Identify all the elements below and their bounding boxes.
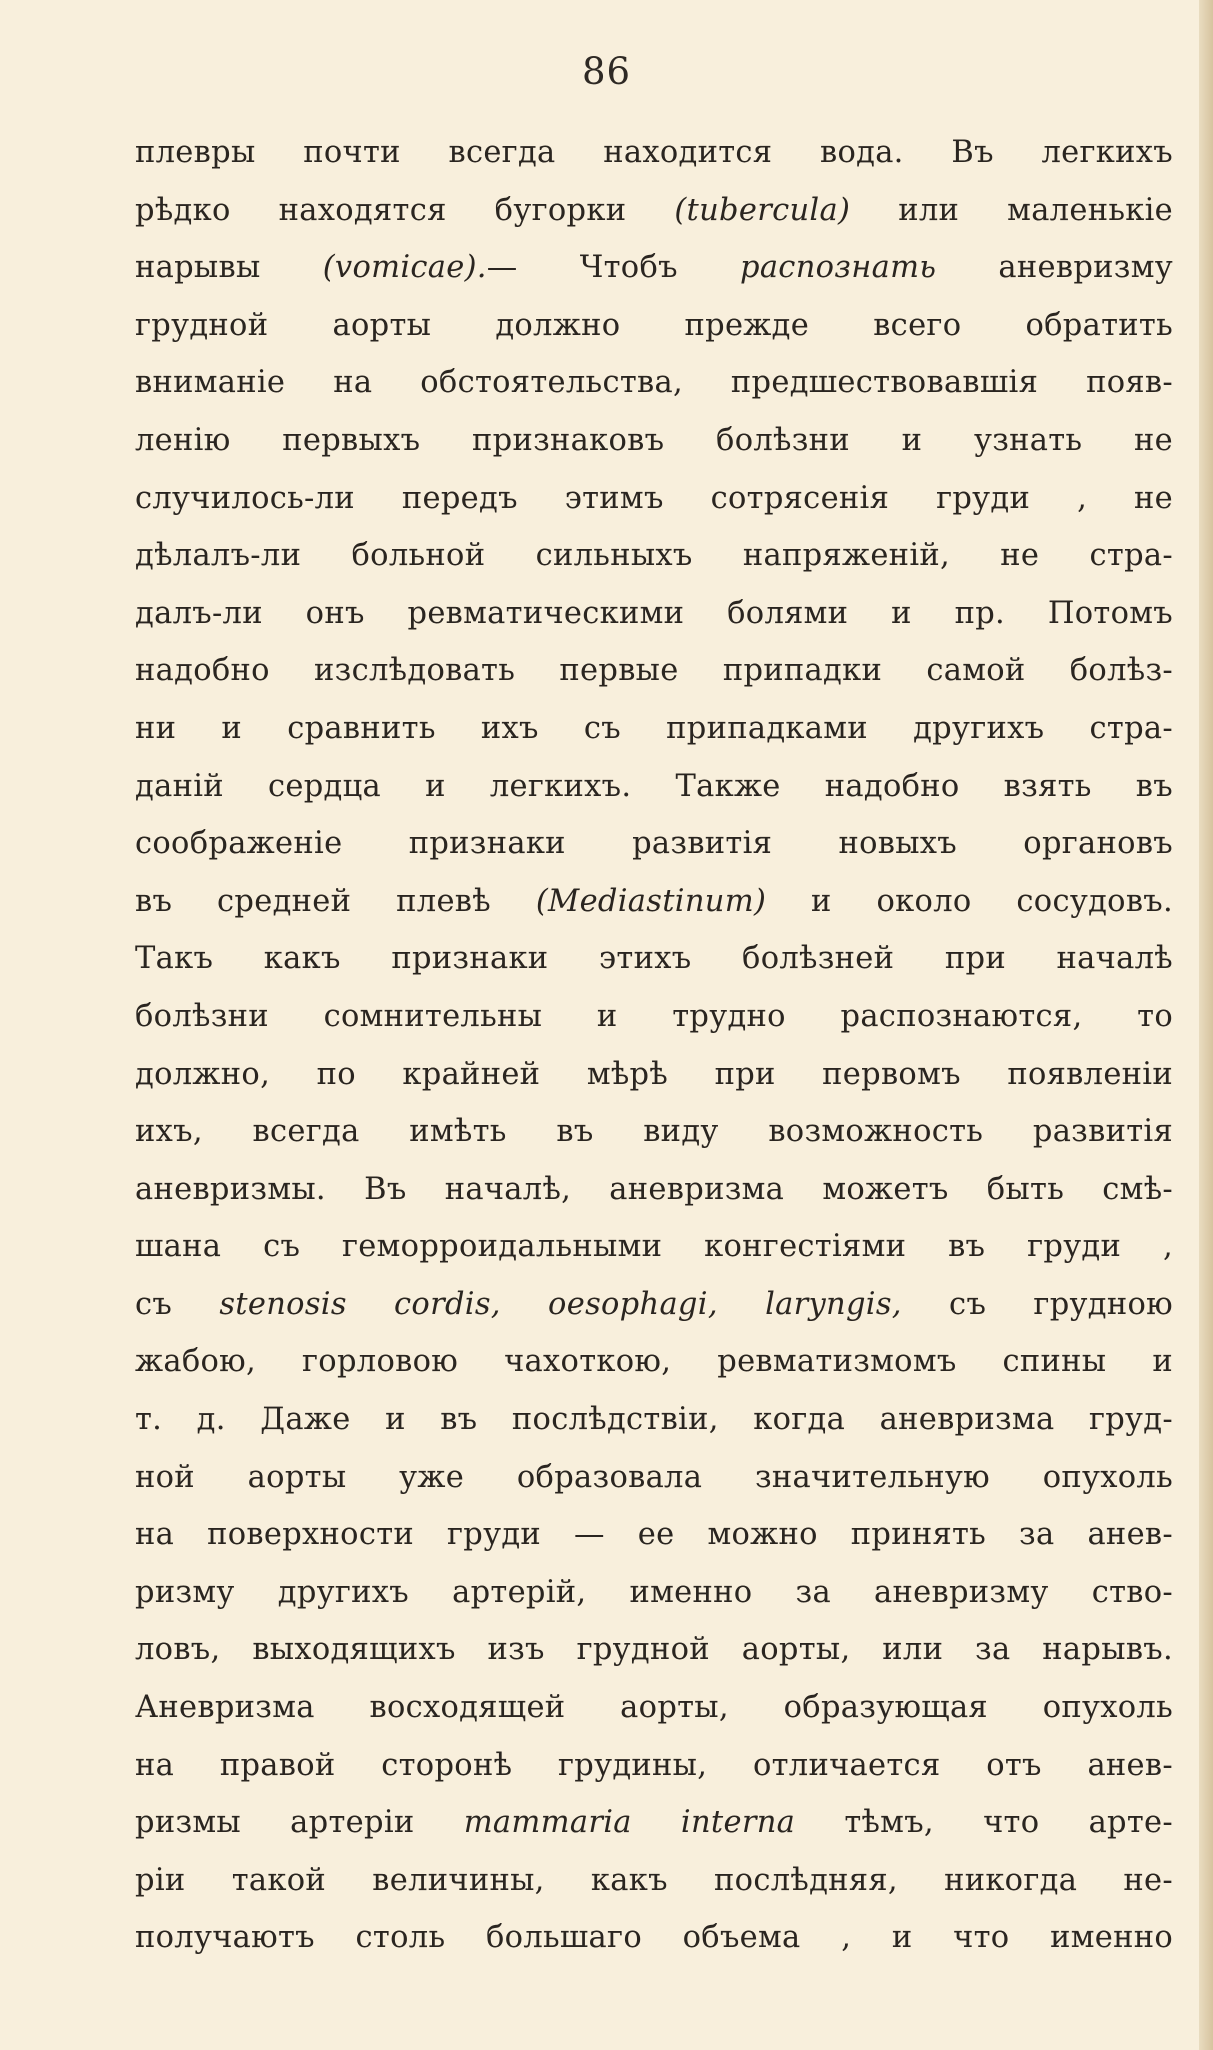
text-segment: ризму другихъ артерій, именно за аневризму ство- [135,1574,1173,1610]
text-segment: на поверхности груди — ее можно принять за анев- [135,1517,1173,1553]
text-segment: аневризмы. Въ началѣ, аневризма можетъ быть смѣ- [135,1171,1173,1207]
text-segment: т. д. Даже и въ послѣдствіи, когда аневризма груд- [135,1402,1173,1438]
italic-term: (vomicae). [322,250,487,286]
text-line [135,585,1173,643]
text-segment: или маленькіе [850,192,1173,228]
text-segment: плевры почти всегда находится вода. Въ легкихъ [135,135,1173,170]
text-line [135,470,1173,528]
text-line [135,700,1173,758]
text-line [135,354,1173,412]
text-line [135,930,1173,988]
text-line [135,1564,1173,1622]
text-line [135,873,1173,931]
text-line [135,758,1173,816]
italic-term: stenosis cordis, oesophagi, laryngis, [219,1286,902,1322]
text-segment: ленію первыхъ признаковъ болѣзни и узнать не [135,422,1173,458]
text-segment: рѣдко находятся бугорки [135,192,675,228]
text-line [135,124,1173,182]
text-line [135,1909,1173,1967]
text-segment: Такъ какъ признаки этихъ болѣзней при началѣ [135,941,1173,977]
text-segment: соображеніе признаки развитія новыхъ органовъ [135,826,1173,862]
text-line [135,1506,1173,1564]
italic-term: (tubercula) [674,192,851,228]
page-number: 86 [581,50,632,93]
text-segment: дѣлалъ-ли больной сильныхъ напряженій, не стра- [135,538,1173,574]
text-segment: ной аорты уже образовала значительную опухоль [135,1459,1173,1495]
text-line [135,642,1173,700]
text-line [135,1218,1173,1276]
text-line [135,1391,1173,1449]
text-segment: въ средней плевѣ [135,883,536,919]
text-segment: болѣзни сомнительны и трудно распознаются, то [135,998,1173,1034]
text-segment: на правой сторонѣ грудины, отличается отъ анев- [135,1747,1173,1783]
text-segment: нарывы [135,250,323,286]
text-line [135,1852,1173,1910]
text-segment: даній сердца и легкихъ. Также надобно взять въ [135,768,1173,804]
text-line [135,1794,1173,1852]
text-line [135,1737,1173,1795]
text-segment: и около сосудовъ. [766,883,1173,919]
text-segment: получаютъ столь большаго объема , и что именно [135,1920,1173,1956]
body-text [135,124,1173,1967]
text-segment: должно, по крайней мѣрѣ при первомъ появленіи [135,1056,1173,1092]
text-segment: съ грудною [901,1286,1173,1322]
text-segment: далъ-ли онъ ревматическими болями и пр. Потомъ [135,595,1173,631]
text-segment: ловъ, выходящихъ изъ грудной аорты, или за нарывъ. [135,1632,1173,1668]
text-line [135,1103,1173,1161]
text-line [135,1679,1173,1737]
text-line [135,412,1173,470]
text-line [135,297,1173,355]
text-line [135,527,1173,585]
text-line [135,239,1173,297]
text-segment: ріи такой величины, какъ послѣдняя, никогда не- [135,1862,1173,1898]
italic-term: (Mediastinum) [535,883,767,919]
italic-term: mammaria interna [463,1805,796,1841]
text-segment: ризмы артеріи [135,1805,464,1841]
text-segment: тѣмъ, что арте- [795,1805,1173,1841]
page-edge [1199,0,1213,2050]
text-line [135,1046,1173,1104]
text-segment: шана съ геморроидальными конгестіями въ груди , [135,1229,1173,1265]
text-segment: жабою, горловою чахоткою, ревматизмомъ спины и [135,1344,1173,1380]
text-segment: Аневризма восходящей аорты, образующая опухоль [135,1690,1173,1726]
text-line [135,1276,1173,1334]
text-segment: грудной аорты должно прежде всего обратить [135,307,1173,343]
text-segment: случилось-ли передъ этимъ сотрясенія груди , не [135,480,1173,516]
text-segment: надобно изслѣдовать первые припадки самой болѣз- [135,653,1173,689]
italic-term: распознать [740,250,937,286]
text-line [135,988,1173,1046]
text-segment: — Чтобъ [486,250,740,286]
text-segment: ихъ, всегда имѣть въ виду возможность развитія [135,1114,1173,1150]
text-line [135,1333,1173,1391]
text-line [135,1161,1173,1219]
text-line [135,182,1173,240]
text-line [135,1449,1173,1507]
text-segment: ни и сравнить ихъ съ припадками другихъ стра- [135,710,1173,746]
text-line [135,815,1173,873]
text-segment: съ [135,1286,220,1322]
text-line [135,1621,1173,1679]
text-segment: аневризму [936,250,1173,286]
text-segment: вниманіе на обстоятельства, предшествовавшія появ- [135,365,1173,401]
